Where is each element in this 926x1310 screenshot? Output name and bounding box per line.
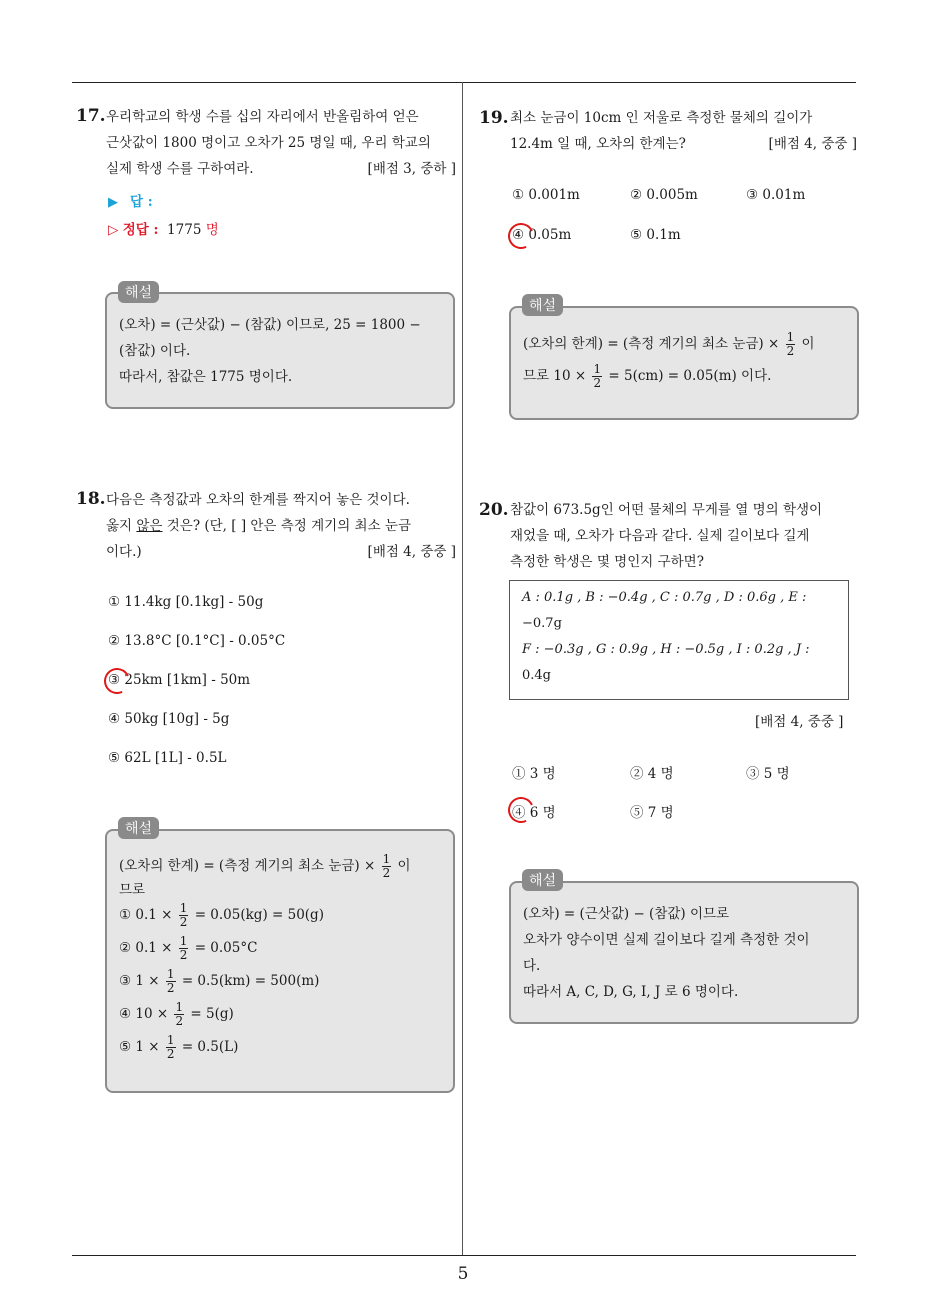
q18-sol-row3: ③ 1 × $\frac{1}{2}$ = 0.5(km) = 500(m) xyxy=(119,967,320,995)
q18-text xyxy=(106,487,456,565)
q18-sol1a: (오차의 한계) = (측정 계기의 최소 눈금) × xyxy=(119,858,376,874)
q18-sol-row4: ④ 10 × $\frac{1}{2}$ = 5(g) xyxy=(119,1000,234,1028)
q18-choice-3[interactable]: ③ 25km [1km] - 50m xyxy=(108,672,251,688)
q17-text xyxy=(106,104,456,182)
correct-unit: 명 xyxy=(205,222,219,238)
page-number: 5 xyxy=(457,1264,469,1284)
q19-choice-1[interactable]: ① 0.001m xyxy=(512,187,580,203)
q20-sol1: (오차) = (근삿값) − (참값) 이므로 xyxy=(523,906,730,922)
q18-sol1b: 이 xyxy=(397,858,411,874)
q19-points: [배점 4, 중중 ] xyxy=(768,136,857,152)
q20-box3: F : −0.3g , G : 0.9g , H : −0.5g , I : 0.2g , J : xyxy=(522,642,810,657)
q17-correct-row xyxy=(108,218,219,238)
q19-solution-tag: 해설 xyxy=(522,294,563,316)
q18-choice-4[interactable]: ④ 50kg [10g] - 5g xyxy=(108,711,230,727)
q20-sol3: 다. xyxy=(523,958,541,974)
q18-choice-2[interactable]: ② 13.8°C [0.1°C] - 0.05°C xyxy=(108,633,286,649)
column-divider xyxy=(462,82,463,1256)
q18-points: [배점 4, 중중 ] xyxy=(367,544,456,560)
q19-marked-circle xyxy=(504,219,537,252)
q20-solution-tag: 해설 xyxy=(522,869,563,891)
q18-line3: 이다.) xyxy=(106,544,142,560)
q17-sol1: (오차) = (근삿값) − (참값) 이므로, 25 = 1800 − xyxy=(119,317,421,333)
q18-sol-row2: ② 0.1 × $\frac{1}{2}$ = 0.05°C xyxy=(119,934,258,962)
q20-error-box xyxy=(509,580,849,700)
q20-line2: 재었을 때, 오차가 다음과 같다. 실제 길이보다 길게 xyxy=(510,528,810,544)
q19-text xyxy=(510,105,857,157)
q17-line3: 실제 학생 수를 구하여라. xyxy=(106,161,254,177)
q17-number: 17. xyxy=(76,106,106,126)
q20-box2: −0.7g xyxy=(522,616,562,631)
q20-box4: 0.4g xyxy=(522,668,551,683)
q19-choice-2[interactable]: ② 0.005m xyxy=(630,187,698,203)
q18-marked-circle xyxy=(100,664,133,697)
q20-choice-3[interactable]: ③ 5 명 xyxy=(746,766,790,782)
q20-text xyxy=(510,497,857,575)
q20-choice-1[interactable]: ① 3 명 xyxy=(512,766,556,782)
q19-solution-box xyxy=(509,306,859,420)
q18-sol-row1: ① 0.1 × $\frac{1}{2}$ = 0.05(kg) = 50(g) xyxy=(119,901,324,929)
fraction: $\frac{1}{2}$ xyxy=(786,330,795,358)
triangle-outline-icon: ▷ xyxy=(108,222,119,238)
q19-number: 19. xyxy=(479,108,509,128)
q18-line1: 다음은 측정값과 오차의 한계를 짝지어 놓은 것이다. xyxy=(106,492,410,508)
play-icon: ▶ xyxy=(108,195,118,210)
q20-points: [배점 4, 중중 ] xyxy=(755,714,844,730)
q19-line2: 12.4m 일 때, 오차의 한계는? xyxy=(510,136,686,152)
correct-value: 1775 xyxy=(167,222,202,238)
q17-sol3: 따라서, 참값은 1775 명이다. xyxy=(119,369,293,385)
q19-choice-3[interactable]: ③ 0.01m xyxy=(746,187,806,203)
q17-solution-tag: 해설 xyxy=(118,281,159,303)
q19-sol2a: 므로 10 × xyxy=(523,368,587,384)
q18-number: 18. xyxy=(76,489,106,509)
q20-marked-circle xyxy=(504,793,537,826)
q20-sol2: 오차가 양수이면 실제 길이보다 길게 측정한 것이 xyxy=(523,932,810,948)
q17-sol2: (참값) 이다. xyxy=(119,343,191,359)
correct-label: 정답 : xyxy=(122,222,159,238)
q17-answer-row xyxy=(108,190,153,210)
q17-line2: 근삿값이 1800 명이고 오차가 25 명일 때, 우리 학교의 xyxy=(106,135,431,151)
q17-solution-box xyxy=(105,292,455,409)
q19-sol1a: (오차의 한계) = (측정 계기의 최소 눈금) × xyxy=(523,336,780,352)
q18-line2a: 옳지 xyxy=(106,518,137,534)
q20-choice-2[interactable]: ② 4 명 xyxy=(630,766,674,782)
q19-sol2b: = 5(cm) = 0.05(m) 이다. xyxy=(608,368,772,384)
q18-sol-row5: ⑤ 1 × $\frac{1}{2}$ = 0.5(L) xyxy=(119,1033,239,1061)
q18-solution-tag: 해설 xyxy=(118,817,159,839)
q18-solution-box xyxy=(105,829,455,1093)
q20-number: 20. xyxy=(479,500,509,520)
q20-sol4: 따라서 A, C, D, G, I, J 로 6 명이다. xyxy=(523,984,739,1000)
q18-choice-5[interactable]: ⑤ 62L [1L] - 0.5L xyxy=(108,750,227,766)
answer-label: 답 : xyxy=(130,194,153,210)
q20-solution-box xyxy=(509,881,859,1024)
q19-choice-4[interactable]: ④ 0.05m xyxy=(512,227,572,243)
q17-line1: 우리학교의 학생 수를 십의 자리에서 반올림하여 얻은 xyxy=(106,109,419,125)
fraction: $\frac{1}{2}$ xyxy=(593,362,602,390)
bottom-rule xyxy=(72,1255,856,1256)
fraction: $\frac{1}{2}$ xyxy=(382,852,391,880)
q20-choice-5[interactable]: ⑤ 7 명 xyxy=(630,805,674,821)
q19-sol1b: 이 xyxy=(801,336,815,352)
q20-choice-4[interactable]: ④ 6 명 xyxy=(512,805,556,821)
q20-box1: A : 0.1g , B : −0.4g , C : 0.7g , D : 0.6g , E : xyxy=(522,590,807,605)
q18-underline-word: 않은 xyxy=(136,518,163,534)
q20-line1: 참값이 673.5g인 어떤 물체의 무게를 열 명의 학생이 xyxy=(510,502,823,518)
q18-choice-1[interactable]: ① 11.4kg [0.1kg] - 50g xyxy=(108,594,264,610)
q19-choice-5[interactable]: ⑤ 0.1m xyxy=(630,227,681,243)
top-rule xyxy=(72,82,856,83)
q17-points: [배점 3, 중하 ] xyxy=(367,161,456,177)
q19-line1: 최소 눈금이 10cm 인 저울로 측정한 물체의 길이가 xyxy=(510,110,813,126)
q18-sol2: 므로 xyxy=(119,882,146,898)
q18-line2c: 것은? (단, [ ] 안은 측정 계기의 최소 눈금 xyxy=(162,518,411,534)
q20-line3: 측정한 학생은 몇 명인지 구하면? xyxy=(510,554,704,570)
